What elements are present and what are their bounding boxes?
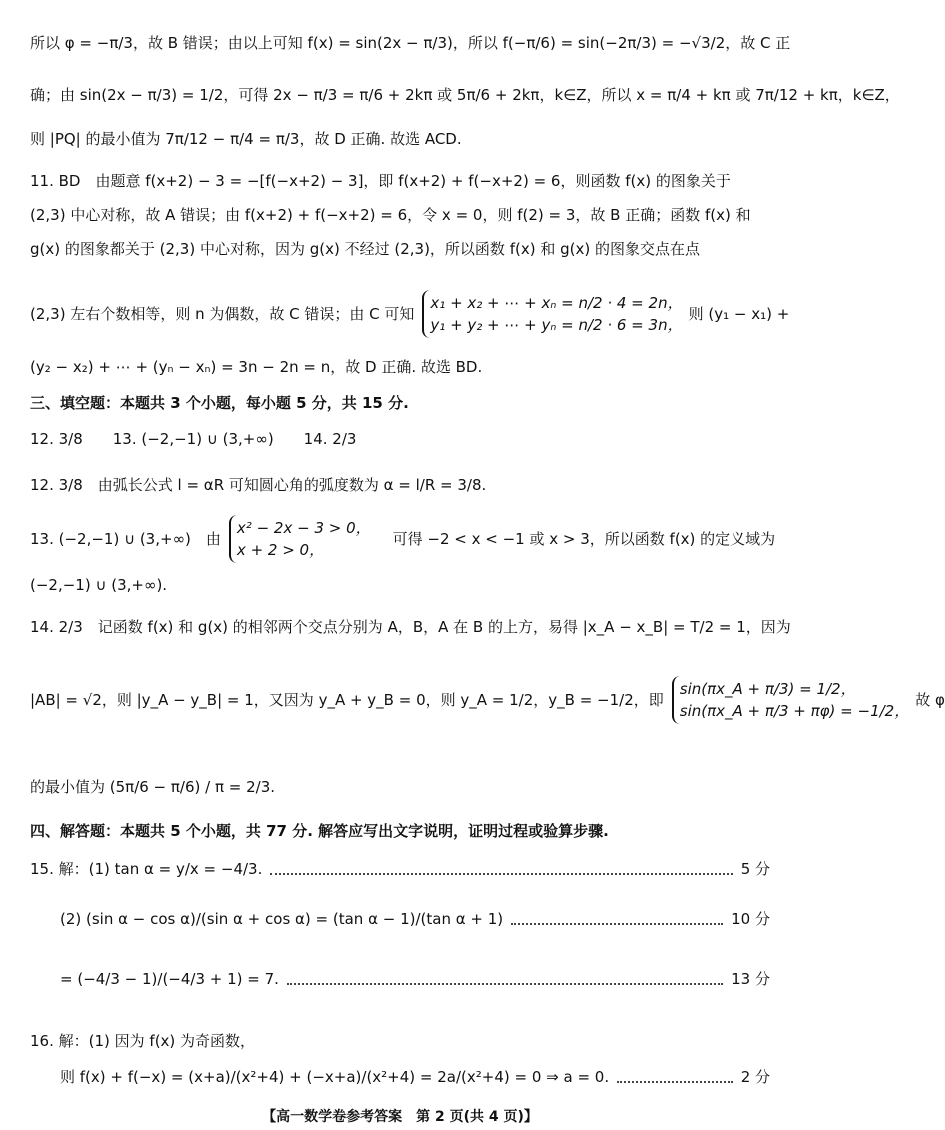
page-footer: 【高一数学卷参考答案 第 2 页(共 4 页)】 [262, 1109, 538, 1125]
answer-summary: 12. 3/8 13. (−2,−1) ∪ (3,+∞) 14. 2/3 [30, 430, 357, 448]
dot-leader [617, 1071, 733, 1083]
text-fragment: 可得 −2 < x < −1 或 x > 3，所以函数 f(x) 的定义域为 [392, 530, 776, 548]
equation: x₁ + x₂ + ⋯ + xₙ = n/2 · 4 = 2n， [430, 294, 683, 312]
text-fragment: 则 (y₁ − x₁) + [688, 305, 790, 323]
text-line: 12. 3/8 由弧长公式 l = αR 可知圆心角的弧度数为 α = l/R = 3/8. [30, 476, 487, 494]
text-line: 11. BD 由题意 f(x+2) − 3 = −[f(−x+2) − 3]，即 f(x+2) + f(−x+2) = 6，则函数 f(x) 的图象关于 [30, 172, 731, 190]
score-points: 2 分 [740, 1068, 770, 1086]
equation: y₁ + y₂ + ⋯ + yₙ = n/2 · 6 = 3n， [430, 316, 683, 334]
text-line: (y₂ − x₂) + ⋯ + (yₙ − xₙ) = 3n − 2n = n，故 D 正确. 故选 BD. [30, 358, 483, 376]
score-points: 10 分 [731, 910, 770, 928]
text-fragment: (2) (sin α − cos α)/(sin α + cos α) = (tan α − 1)/(tan α + 1) [60, 910, 504, 928]
scoring-line [60, 908, 770, 930]
equation: x² − 2x − 3 > 0， [236, 519, 371, 537]
equation-system [422, 290, 688, 338]
equation-row [30, 274, 790, 354]
equation: sin(πx_A + π/3 + πφ) = −1/2， [679, 702, 910, 720]
dot-leader [270, 863, 732, 875]
text-line: (−2,−1) ∪ (3,+∞). [30, 576, 168, 594]
score-points: 13 分 [731, 970, 770, 988]
text-line: 的最小值为 (5π/6 − π/6) / π = 2/3. [30, 778, 276, 796]
equation: sin(πx_A + π/3) = 1/2， [679, 680, 856, 698]
text-fragment: 15. 解：(1) tan α = y/x = −4/3. [30, 860, 263, 878]
scoring-line [60, 968, 770, 990]
text-line: 所以 φ = −π/3，故 B 错误；由以上可知 f(x) = sin(2x − π/3)，所以 f(−π/6) = sin(−2π/3) = −√3/2，故 C 正 [30, 34, 791, 52]
equation-row [30, 512, 776, 566]
dot-leader [511, 913, 723, 925]
text-fragment: = (−4/3 − 1)/(−4/3 + 1) = 7. [60, 970, 279, 988]
section-heading: 四、解答题：本题共 5 个小题，共 77 分. 解答应写出文字说明，证明过程或验算步骤. [30, 822, 609, 840]
text-fragment: (2,3) 左右个数相等，则 n 为偶数，故 C 错误；由 C 可知 [30, 305, 415, 323]
section-heading: 三、填空题：本题共 3 个小题，每小题 5 分，共 15 分. [30, 394, 409, 412]
equation: x + 2 > 0， [236, 541, 325, 559]
text-fragment: 故 φ [915, 691, 945, 709]
scoring-line [30, 858, 770, 880]
text-line: (2,3) 中心对称，故 A 错误；由 f(x+2) + f(−x+2) = 6，令 x = 0，则 f(2) = 3，故 B 正确；函数 f(x) 和 [30, 206, 751, 224]
text-line: 14. 2/3 记函数 f(x) 和 g(x) 的相邻两个交点分别为 A，B，A 在 B 的上方，易得 |x_A − x_B| = T/2 = 1，因为 [30, 618, 791, 636]
text-fragment: 则 f(x) + f(−x) = (x+a)/(x²+4) + (−x+a)/(x²+4) = 2a/(x²+4) = 0 ⇒ a = 0. [60, 1068, 610, 1086]
text-line: g(x) 的图象都关于 (2,3) 中心对称，因为 g(x) 不经过 (2,3)，所以函数 f(x) 和 g(x) 的图象交点在点 [30, 240, 700, 258]
equation-system [229, 515, 377, 563]
scoring-line [60, 1066, 770, 1088]
text-line: 16. 解：(1) 因为 f(x) 为奇函数， [30, 1032, 256, 1050]
text-fragment: |AB| = √2，则 |y_A − y_B| = 1，又因为 y_A + y_B = 0，则 y_A = 1/2，y_B = −1/2，即 [30, 691, 664, 709]
text-line: 确；由 sin(2x − π/3) = 1/2，可得 2x − π/3 = π/6 + 2kπ 或 5π/6 + 2kπ，k∈Z，所以 x = π/4 + kπ 或 7π/12 + kπ，k∈Z， [30, 86, 900, 104]
score-points: 5 分 [740, 860, 770, 878]
text-fragment: 13. (−2,−1) ∪ (3,+∞) 由 [30, 530, 221, 548]
equation-row [30, 656, 945, 744]
text-line: 则 |PQ| 的最小值为 7π/12 − π/4 = π/3，故 D 正确. 故选 ACD. [30, 130, 462, 148]
equation-system [672, 676, 915, 724]
dot-leader [287, 973, 723, 985]
